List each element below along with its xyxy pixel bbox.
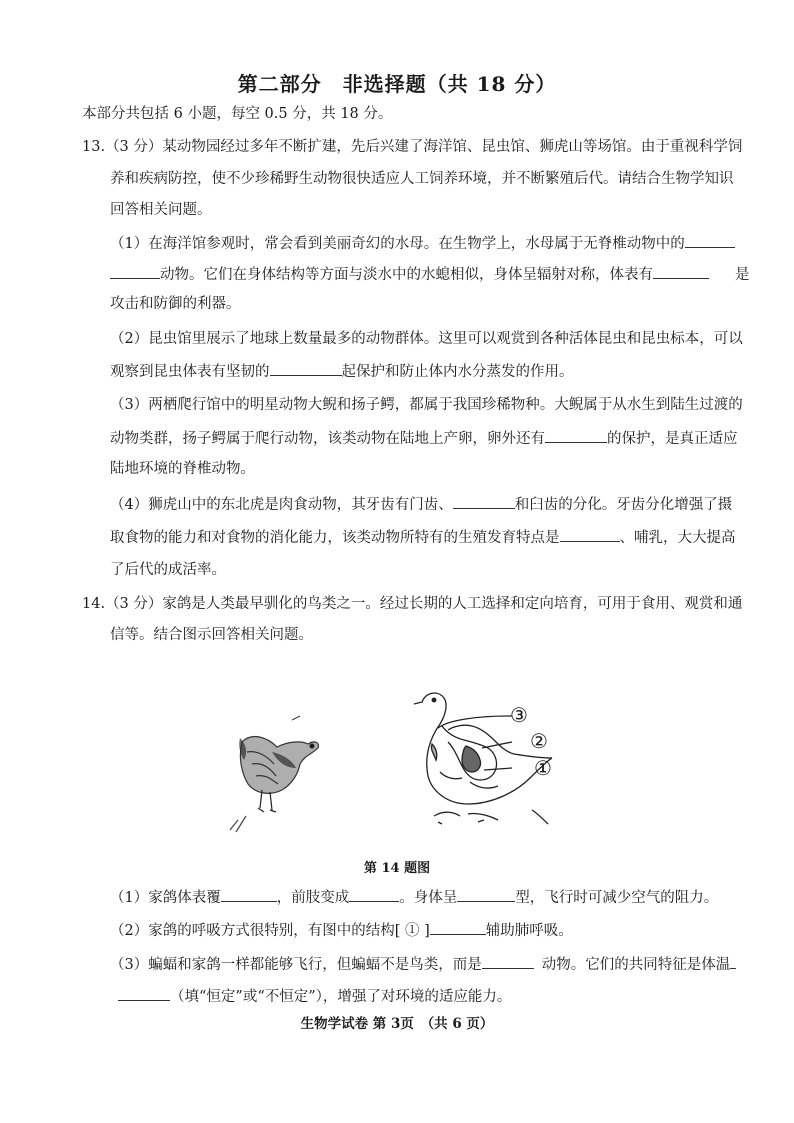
page-footer: 生物学试卷 第 3页 （共 6 页） (300, 1016, 494, 1032)
q13-part1-line-1 (110, 233, 735, 254)
q14-answer-blank-5[interactable] (482, 954, 534, 969)
q14-part2-text-a: （2）家鸽的呼吸方式很特别，有图中的结构[ ① ] (110, 923, 430, 939)
q14-stem-line-1 (82, 594, 742, 614)
q13-part3-line-1: （3）两栖爬行馆中的明星动物大鲵和扬子鳄，都属于我国珍稀物种。大鲵属于从水生到陆生过渡的 (110, 397, 743, 413)
q13-stem-text-1: （3 分）某动物园经过多年不断扩建，先后兴建了海洋馆、昆虫馆、狮虎山等场馆。由于重视科学饲 (105, 139, 743, 155)
q13-answer-blank-6[interactable] (560, 527, 620, 542)
q14-part3-text-c: （填“恒定”或“不恒定”），增强了对环境的适应能力。 (170, 989, 512, 1005)
q13-part4-text-b2: 、哺乳，大大提高 (619, 530, 736, 546)
q14-part2-text-b: 辅助肺呼吸。 (485, 923, 573, 939)
q13-part1-text-a: （1）在海洋馆参观时，常会看到美丽奇幻的水母。在生物学上，水母属于无脊椎动物中的 (110, 236, 685, 252)
q14-answer-blank-6[interactable] (730, 954, 736, 969)
q13-part1-text-b2: 是 (735, 267, 750, 283)
q14-answer-blank-2[interactable] (349, 887, 399, 902)
q13-part3-text-b: 动物类群，扬子鳄属于爬行动物，该类动物在陆地上产卵，卵外还有 (110, 431, 545, 447)
q14-answer-blank-4[interactable] (430, 920, 486, 935)
q13-part1-line-2 (110, 264, 750, 285)
q13-part4-text-a: （4）狮虎山中的东北虎是肉食动物，其牙齿有门齿、 (110, 497, 453, 513)
q13-stem-line-1 (82, 137, 742, 157)
q14-part1-text-a: （1）家鸽体表覆 (110, 890, 221, 906)
q13-part2-text-b: 观察到昆虫体表有坚韧的 (110, 364, 270, 380)
q14-stem-line-2: 信等。结合图示回答相关问题。 (110, 627, 313, 643)
q13-part4-text-a2: 和臼齿的分化。牙齿分化增强了摄 (514, 497, 733, 513)
q13-part1-line-3: 攻击和防御的利器。 (110, 296, 241, 312)
q13-answer-blank-5[interactable] (453, 494, 515, 509)
q14-number: 14. (82, 596, 106, 612)
q13-part1-text-b: 动物。它们在身体结构等方面与淡水中的水螅相似，身体呈辐射对称，体表有 (160, 267, 653, 283)
q13-answer-blank-2[interactable] (653, 264, 709, 279)
q13-part2-line-2 (110, 361, 574, 382)
q14-stem-text-1: （3 分）家鸽是人类最早驯化的鸟类之一。经过长期的人工选择和定向培育，可用于食用、观赏和通 (105, 596, 743, 612)
q14-answer-blank-1[interactable] (221, 887, 277, 902)
q14-part3-text-b: 动物。它们的共同特征是体温 (541, 957, 731, 973)
q13-part3-text-b2: 的保护，是真正适应 (607, 431, 738, 447)
q14-part3-text-a: （3）蝙蝠和家鸽一样都能够飞行，但蝙蝠不是鸟类，而是 (110, 957, 482, 973)
q14-part1-text-d: 型，飞行时可减少空气的阻力。 (515, 890, 719, 906)
q13-part3-line-2 (110, 428, 738, 449)
q13-answer-blank-4[interactable] (545, 428, 607, 443)
q14-part1-text-b: ，前肢变成 (276, 890, 350, 906)
q14-part3-line-1 (110, 954, 736, 975)
diagram-label-1: ① (534, 756, 552, 780)
q14-answer-blank-3[interactable] (457, 887, 515, 902)
q13-part2-text-b2: 起保护和防止体内水分蒸发的作用。 (341, 364, 574, 380)
q13-part4-line-2 (110, 527, 736, 548)
q14-answer-blank-6-cont[interactable] (118, 986, 170, 1001)
q13-part4-line-3: 了后代的成活率。 (110, 562, 226, 578)
figure-caption: 第 14 题图 (363, 861, 431, 876)
q14-part2-line (110, 920, 573, 941)
q13-part2-line-1: （2）昆虫馆里展示了地球上数量最多的动物群体。这里可以观赏到各种活体昆虫和昆虫标本，可以 (110, 331, 743, 347)
q13-part4-text-b: 取食物的能力和对食物的消化能力，该类动物所特有的生殖发育特点是 (110, 530, 560, 546)
q14-part1-line (110, 887, 718, 908)
section-intro: 本部分共包括 6 小题，每空 0.5 分，共 18 分。 (82, 106, 393, 122)
q13-part4-line-1 (110, 494, 732, 515)
diagram-label-3: ③ (510, 703, 528, 727)
q14-part1-text-c: 。身体呈 (399, 890, 458, 906)
q13-answer-blank-1[interactable] (685, 233, 735, 248)
q13-part3-line-3: 陆地环境的脊椎动物。 (110, 461, 255, 477)
q14-part3-line-2 (118, 986, 511, 1007)
q13-stem-line-3: 回答相关问题。 (110, 202, 212, 218)
q13-answer-blank-3[interactable] (270, 361, 342, 376)
q13-stem-line-2: 养和疾病防控，使不少珍稀野生动物很快适应人工饲养环境，并不断繁殖后代。请结合生物学知识 (110, 171, 734, 187)
q13-number: 13. (82, 139, 106, 155)
q13-answer-blank-1-cont[interactable] (110, 264, 160, 279)
pigeon-photo-image (212, 712, 332, 837)
section-title: 第二部分 非选择题（共 18 分） (237, 72, 557, 96)
diagram-label-2: ② (530, 729, 548, 753)
